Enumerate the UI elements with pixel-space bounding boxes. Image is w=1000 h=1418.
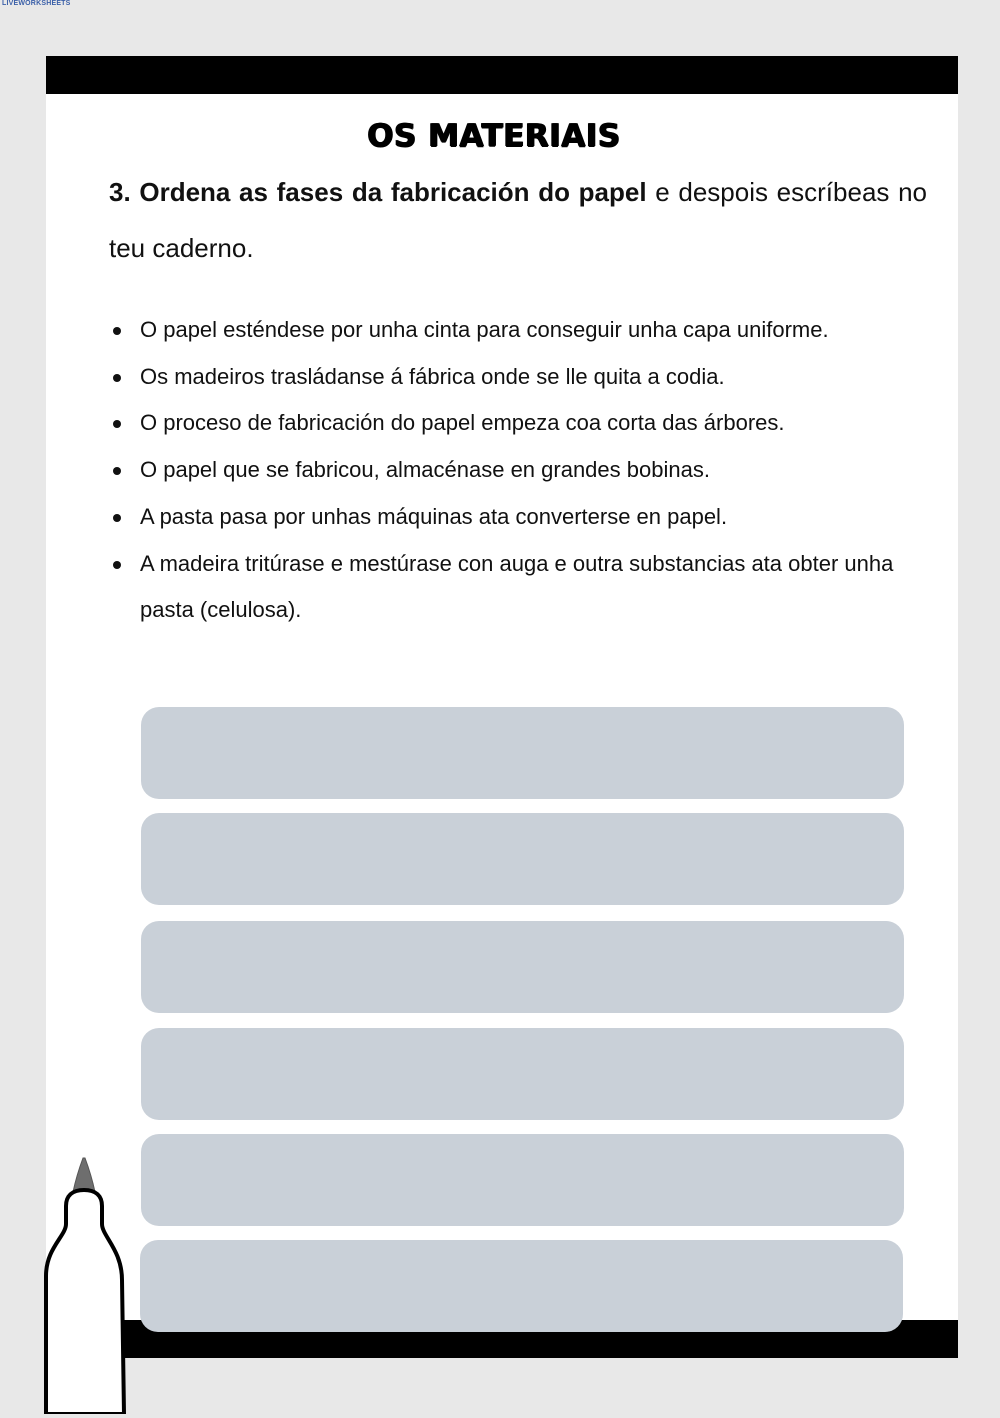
step-item: O proceso de fabricación do papel empeza coa corta das árbores. [109,400,909,447]
instruction-rest: e despois escríbeas no teu caderno. [109,177,927,263]
top-bar [46,56,958,94]
steps-list [109,307,909,634]
marker-pen-icon [36,1152,136,1414]
brand-logo: LIVEWORKSHEETS [2,0,71,7]
step-item: O papel esténdese por unha cinta para conseguir unha capa uniforme. [109,307,909,354]
answer-box-3[interactable] [141,921,904,1013]
answer-box-5[interactable] [141,1134,904,1226]
step-item: A madeira tritúrase e mestúrase con auga e outra substancias ata obter unha pasta (celulosa). [109,541,909,634]
answer-box-4[interactable] [141,1028,904,1120]
instruction-bold: 3. Ordena as fases da fabricación do papel [109,177,647,207]
answer-box-2[interactable] [141,813,904,905]
step-item: O papel que se fabricou, almacénase en grandes bobinas. [109,447,909,494]
instruction-text [109,164,927,276]
worksheet-page [46,56,958,1358]
answer-box-6[interactable] [140,1240,903,1332]
step-item: A pasta pasa por unhas máquinas ata converterse en papel. [109,494,909,541]
answer-box-1[interactable] [141,707,904,799]
step-item: Os madeiros trasládanse á fábrica onde se lle quita a codia. [109,354,909,401]
worksheet-title: OS MATERIAIS [367,118,621,154]
